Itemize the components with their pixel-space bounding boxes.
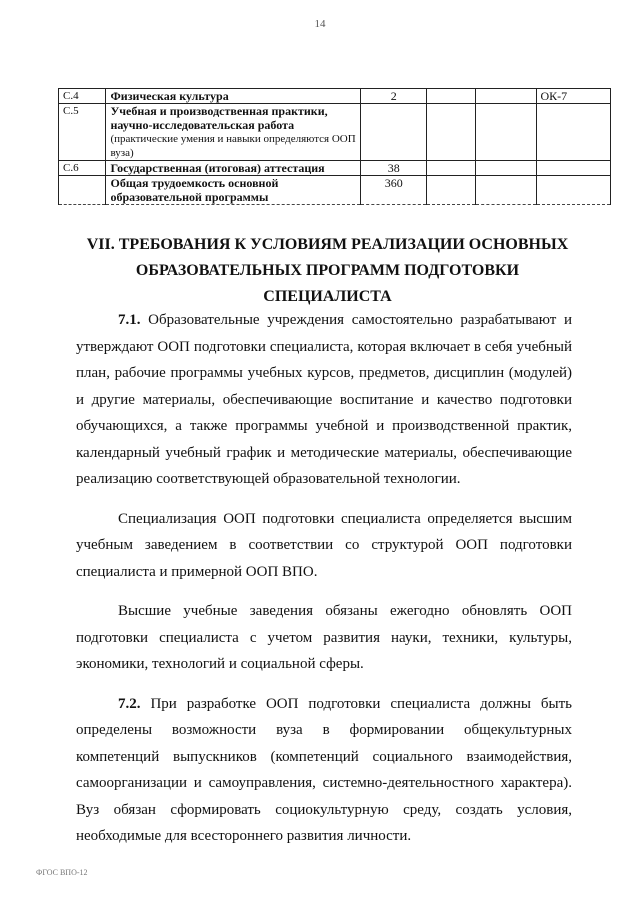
paragraph xyxy=(76,307,572,493)
row-hours xyxy=(361,104,427,161)
paragraph-number: 7.2. xyxy=(118,695,141,712)
row-empty-cell xyxy=(475,161,536,176)
row-name-line: научно-исследовательская работа xyxy=(110,118,295,132)
row-name-line: Общая трудоемкость основной xyxy=(110,176,279,190)
row-empty-cell xyxy=(427,104,475,161)
row-code xyxy=(59,176,106,205)
paragraph xyxy=(76,691,572,850)
row-empty-cell xyxy=(427,176,475,205)
paragraph-number: 7.1. xyxy=(118,312,141,328)
section-title xyxy=(70,232,585,310)
curriculum-table xyxy=(58,88,611,205)
row-empty-cell xyxy=(475,89,536,104)
table-row xyxy=(59,161,611,176)
row-competencies: ОК-7 xyxy=(536,89,611,104)
paragraph-text: При разработке ООП подготовки специалиста должны быть определены возможности вуза в формировании общекультурных компетенций выпускников (компетенций социального взаимодействия, самоорганизации и самоуправления, системно-деятельностного характера). Вуз обязан сформировать социокультурную среду, создать условия, необходимые для всестороннего развития личности. xyxy=(76,695,572,844)
footer-mark: ФГОС ВПО-12 xyxy=(36,868,88,877)
row-code: С.6 xyxy=(59,161,106,176)
row-hours: 360 xyxy=(361,176,427,205)
row-name-note: (практические умения и навыки определяются ООП вуза) xyxy=(110,133,356,159)
section-title-line: ОБРАЗОВАТЕЛЬНЫХ ПРОГРАММ ПОДГОТОВКИ xyxy=(135,262,520,279)
table-row xyxy=(59,89,611,104)
row-empty-cell xyxy=(427,161,475,176)
row-name-line: образовательной программы xyxy=(110,190,269,204)
table-row xyxy=(59,104,611,161)
row-competencies xyxy=(536,161,611,176)
row-empty-cell xyxy=(475,176,536,205)
row-competencies xyxy=(536,104,611,161)
paragraph-text: Образовательные учреждения самостоятельно разрабатывают и утверждают ООП подготовки специалиста, которая включает в себя учебный план, рабочие программы учебных курсов, предметов, дисциплин (модулей) и другие материалы, обеспечивающие воспитание и качество подготовки обучающихся, а также программы учебной и производственной практик, календарный учебный график и методические материалы, обеспечивающие реализацию соответствующей образовательной технологии. xyxy=(76,312,573,487)
table-row-total xyxy=(59,176,611,205)
row-name xyxy=(106,176,361,205)
row-hours: 38 xyxy=(361,161,427,176)
row-empty-cell xyxy=(427,89,475,104)
paragraph xyxy=(76,506,572,586)
row-code: С.5 xyxy=(59,104,106,161)
paragraph xyxy=(76,598,572,678)
row-empty-cell xyxy=(475,104,536,161)
paragraph-text: Высшие учебные заведения обязаны ежегодно обновлять ООП подготовки специалиста с учетом развития науки, техники, культуры, экономики, технологий и социальной сферы. xyxy=(76,603,572,672)
section-title-line: СПЕЦИАЛИСТА xyxy=(263,288,392,305)
section-body xyxy=(76,307,572,863)
page-number: 14 xyxy=(314,18,326,30)
row-name: Государственная (итоговая) аттестация xyxy=(106,161,361,176)
row-name-line: Учебная и производственная практики, xyxy=(110,104,328,118)
row-competencies xyxy=(536,176,611,205)
section-title-line: VII. ТРЕБОВАНИЯ К УСЛОВИЯМ РЕАЛИЗАЦИИ ОСНОВНЫХ xyxy=(86,236,569,253)
row-hours: 2 xyxy=(361,89,427,104)
row-code: С.4 xyxy=(59,89,106,104)
row-name: Физическая культура xyxy=(106,89,361,104)
paragraph-text: Специализация ООП подготовки специалиста определяется высшим учебным заведением в соответствии со структурой ООП подготовки специалиста и примерной ООП ВПО. xyxy=(76,510,572,580)
row-name xyxy=(106,104,361,161)
